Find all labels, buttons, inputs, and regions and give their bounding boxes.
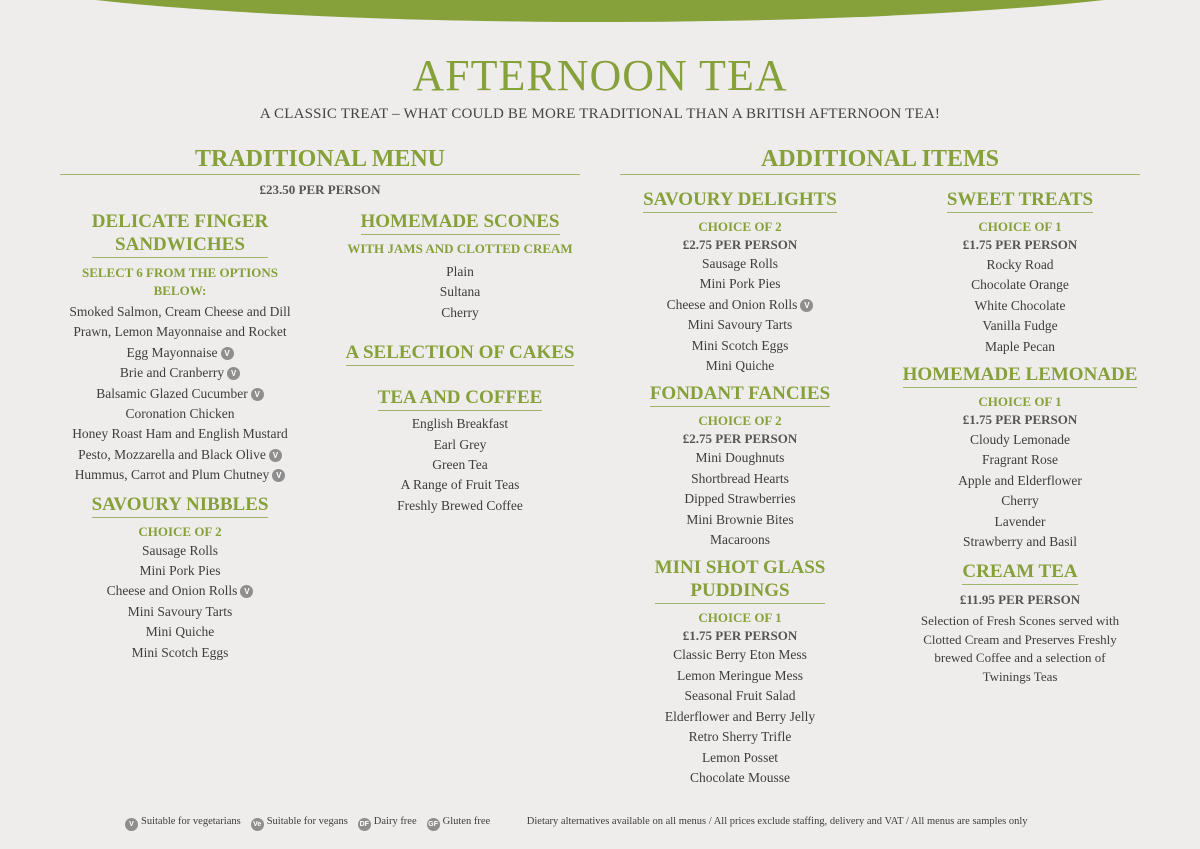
menu-item-text: Mini Pork Pies xyxy=(139,563,221,579)
menu-item xyxy=(60,363,300,383)
sweet-list xyxy=(900,255,1140,357)
menu-item xyxy=(900,491,1140,511)
menu-item-text: Brie and Cranberry xyxy=(119,365,225,381)
menu-item xyxy=(620,707,860,727)
cakes-title: A SELECTION OF CAKES xyxy=(346,341,575,366)
page-subtitle: A CLASSIC TREAT – WHAT COULD BE MORE TRADITIONAL THAN A BRITISH AFTERNOON TEA! xyxy=(259,106,941,122)
menu-item-text: Earl Grey xyxy=(433,436,487,452)
sandwiches-list xyxy=(60,302,300,486)
menu-item-text: Mini Scotch Eggs xyxy=(131,644,229,660)
nibbles-list xyxy=(60,541,300,663)
menu-item-text: A Range of Fruit Teas xyxy=(400,477,520,493)
additional-items-heading: ADDITIONAL ITEMS xyxy=(620,146,1140,175)
cream-tea-title: CREAM TEA xyxy=(962,560,1077,585)
vegetarian-icon: V xyxy=(272,469,285,482)
menu-item xyxy=(620,748,860,768)
top-decorative-band xyxy=(0,0,1200,22)
vegetarian-icon: V xyxy=(221,347,234,360)
menu-item-text: Mini Savoury Tarts xyxy=(127,603,233,619)
dietary-badge-icon: Ve xyxy=(251,818,264,831)
puddings-list xyxy=(620,645,860,788)
legend-text: Dairy free xyxy=(373,816,417,827)
menu-item-text: Rocky Road xyxy=(986,257,1054,272)
vegetarian-icon: V xyxy=(227,367,240,380)
menu-item-text: Mini Pork Pies xyxy=(699,276,781,292)
sweet-title: SWEET TREATS xyxy=(947,188,1093,213)
menu-item-text: Coronation Chicken xyxy=(125,406,235,422)
menu-item xyxy=(340,435,580,455)
vegetarian-icon: V xyxy=(240,585,253,598)
fondant-sub: CHOICE OF 2 xyxy=(698,413,782,429)
menu-item xyxy=(60,465,300,485)
legend-item xyxy=(251,816,348,827)
menu-item xyxy=(900,512,1140,532)
menu-item-text: Mini Quiche xyxy=(705,358,775,374)
menu-item xyxy=(620,274,860,294)
menu-item-text: Sultana xyxy=(439,284,481,300)
fondant-list xyxy=(620,448,860,550)
menu-item xyxy=(620,295,860,315)
menu-item-text: Pesto, Mozzarella and Black Olive xyxy=(78,446,266,462)
menu-item xyxy=(60,302,300,322)
savoury-list xyxy=(620,254,860,376)
legend-item xyxy=(125,816,241,827)
menu-item xyxy=(620,510,860,530)
lemonade-price: £1.75 PER PERSON xyxy=(962,412,1078,428)
vegetarian-icon: V xyxy=(269,449,282,462)
menu-item xyxy=(620,686,860,706)
menu-item xyxy=(900,430,1140,450)
additional-right-column xyxy=(900,188,1140,686)
menu-item-text: Cloudy Lemonade xyxy=(969,432,1071,448)
menu-item xyxy=(620,448,860,468)
footer xyxy=(125,816,1028,831)
sweet-price: £1.75 PER PERSON xyxy=(962,237,1078,252)
sweet-sub: CHOICE OF 1 xyxy=(978,219,1062,234)
menu-item-text: Apple and Elderflower xyxy=(958,472,1082,488)
menu-item xyxy=(60,561,300,581)
lemonade-sub: CHOICE OF 1 xyxy=(978,394,1062,410)
menu-item xyxy=(620,315,860,335)
menu-item xyxy=(60,643,300,663)
menu-item-text: Plain xyxy=(446,264,474,279)
menu-item-text: Prawn, Lemon Mayonnaise and Rocket xyxy=(73,324,287,340)
menu-item-text: Lavender xyxy=(994,513,1046,529)
menu-item-text: Seasonal Fruit Salad xyxy=(684,688,796,704)
menu-item-text: Chocolate Mousse xyxy=(689,769,791,785)
menu-item-text: Green Tea xyxy=(432,457,488,473)
lemonade-list xyxy=(900,430,1140,552)
menu-item xyxy=(620,356,860,376)
menu-item xyxy=(620,336,860,356)
traditional-menu-price: £23.50 PER PERSON xyxy=(259,182,381,197)
menu-item-text: Mini Brownie Bites xyxy=(686,511,794,527)
page-title: AFTERNOON TEA xyxy=(412,51,788,100)
scones-section xyxy=(340,210,580,516)
lemonade-title: HOMEMADE LEMONADE xyxy=(903,363,1138,388)
menu-item-text: Elderflower and Berry Jelly xyxy=(664,708,816,724)
menu-item-text: Balsamic Glazed Cucumber xyxy=(96,385,248,401)
menu-item-text: Dipped Strawberries xyxy=(684,491,796,507)
fondant-title: FONDANT FANCIES xyxy=(650,382,830,407)
menu-item-text: Maple Pecan xyxy=(984,338,1056,354)
dietary-legend xyxy=(125,816,500,827)
menu-item-text: Shortbread Hearts xyxy=(691,470,789,486)
menu-item xyxy=(340,496,580,516)
menu-item-text: Strawberry and Basil xyxy=(963,534,1077,550)
menu-item xyxy=(60,322,300,342)
menu-item xyxy=(900,275,1140,295)
menu-item xyxy=(900,471,1140,491)
menu-item xyxy=(900,450,1140,470)
menu-item-text: Cherry xyxy=(1001,493,1039,509)
savoury-sub: CHOICE OF 2 xyxy=(698,219,782,234)
menu-item-text: Macaroons xyxy=(710,532,770,548)
menu-item xyxy=(60,541,300,561)
legend-text: Suitable for vegetarians xyxy=(141,816,241,827)
menu-item-text: Cheese and Onion Rolls xyxy=(666,296,798,312)
menu-item-text: Classic Berry Eton Mess xyxy=(673,647,807,663)
traditional-menu-heading: TRADITIONAL MENU xyxy=(60,146,580,175)
menu-item xyxy=(900,316,1140,336)
menu-item-text: Chocolate Orange xyxy=(971,277,1069,293)
menu-item xyxy=(620,666,860,686)
menu-item xyxy=(620,254,860,274)
legend-item xyxy=(358,816,417,827)
dietary-badge-icon: V xyxy=(125,818,138,831)
menu-item xyxy=(340,303,580,323)
dietary-badge-icon: GF xyxy=(427,818,440,831)
menu-item-text: Vanilla Fudge xyxy=(982,318,1058,334)
cream-tea-price: £11.95 PER PERSON xyxy=(959,592,1081,608)
scones-sub: WITH JAMS AND CLOTTED CREAM xyxy=(347,241,573,256)
menu-item xyxy=(620,489,860,509)
menu-item-text: Mini Savoury Tarts xyxy=(687,317,793,333)
cream-tea-description: Selection of Fresh Scones served with Clotted Cream and Preserves Freshly brewed Coffee and a selection of Twinings Teas xyxy=(920,613,1120,684)
sandwiches-sub: SELECT 6 FROM THE OPTIONS BELOW: xyxy=(81,265,278,298)
vegetarian-icon: V xyxy=(251,388,264,401)
menu-item xyxy=(900,532,1140,552)
menu-item xyxy=(60,622,300,642)
puddings-title xyxy=(655,556,826,604)
dietary-badge-icon: DF xyxy=(358,818,371,831)
legend-text: Gluten free xyxy=(442,816,491,827)
menu-item xyxy=(620,530,860,550)
menu-item-text: Sausage Rolls xyxy=(701,256,779,271)
menu-item xyxy=(60,404,300,424)
menu-item-text: Lemon Meringue Mess xyxy=(677,667,803,683)
menu-item-text: Hummus, Carrot and Plum Chutney xyxy=(74,467,270,483)
nibbles-sub: CHOICE OF 2 xyxy=(138,523,222,539)
menu-item-text: Fragrant Rose xyxy=(981,452,1059,468)
footer-note: Dietary alternatives available on all menus / All prices exclude staffing, delivery and VAT / All menus are samples only xyxy=(526,816,1028,827)
menu-item-text: Sausage Rolls xyxy=(141,542,219,558)
puddings-sub: CHOICE OF 1 xyxy=(698,610,782,626)
savoury-price: £2.75 PER PERSON xyxy=(682,237,798,252)
legend-text: Suitable for vegans xyxy=(266,816,348,827)
menu-item-text: Lemon Posset xyxy=(701,749,779,765)
menu-item xyxy=(620,768,860,788)
savoury-title: SAVOURY DELIGHTS xyxy=(643,188,837,213)
menu-item-text: Mini Doughnuts xyxy=(695,450,785,466)
menu-item xyxy=(60,424,300,444)
menu-item xyxy=(620,469,860,489)
menu-item-text: Mini Scotch Eggs xyxy=(691,337,789,353)
menu-item xyxy=(340,475,580,495)
menu-item xyxy=(900,337,1140,357)
menu-item xyxy=(340,455,580,475)
menu-item-text: White Chocolate xyxy=(974,297,1066,313)
sandwiches-section xyxy=(60,210,300,663)
menu-item xyxy=(900,255,1140,275)
menu-item-text: Mini Quiche xyxy=(145,624,215,640)
menu-item xyxy=(620,645,860,665)
nibbles-title: SAVOURY NIBBLES xyxy=(92,493,269,518)
vegetarian-icon: V xyxy=(800,299,813,312)
menu-item xyxy=(60,445,300,465)
puddings-price: £1.75 PER PERSON xyxy=(682,628,798,644)
menu-item-text: Freshly Brewed Coffee xyxy=(397,497,523,513)
tea-title: TEA AND COFFEE xyxy=(378,386,543,411)
additional-left-column xyxy=(620,188,860,788)
menu-item-text: English Breakfast xyxy=(411,416,509,432)
menu-item-text: Honey Roast Ham and English Mustard xyxy=(72,426,288,442)
menu-item-text: Retro Sherry Trifle xyxy=(688,729,792,745)
scones-list xyxy=(340,262,580,323)
menu-item xyxy=(340,282,580,302)
menu-item-text: Smoked Salmon, Cream Cheese and Dill xyxy=(69,304,291,319)
menu-item xyxy=(620,727,860,747)
scones-title: HOMEMADE SCONES xyxy=(361,210,560,235)
menu-item xyxy=(340,414,580,434)
menu-item-text: Egg Mayonnaise xyxy=(126,344,218,360)
puddings-title-line1: MINI SHOT GLASS xyxy=(654,557,826,579)
menu-item xyxy=(340,262,580,282)
menu-item-text: Cheese and Onion Rolls xyxy=(106,583,238,599)
sandwiches-title-line1: DELICATE FINGER xyxy=(91,211,269,232)
menu-item xyxy=(60,581,300,601)
menu-item xyxy=(60,384,300,404)
legend-item xyxy=(427,816,491,827)
sandwiches-title xyxy=(92,210,268,258)
menu-item xyxy=(900,296,1140,316)
menu-item-text: Cherry xyxy=(441,304,479,320)
tea-list xyxy=(340,414,580,516)
puddings-title-line2: PUDDINGS xyxy=(690,580,790,602)
menu-item xyxy=(60,343,300,363)
fondant-price: £2.75 PER PERSON xyxy=(682,431,798,447)
menu-item xyxy=(60,602,300,622)
sandwiches-title-line2: SANDWICHES xyxy=(115,234,245,255)
